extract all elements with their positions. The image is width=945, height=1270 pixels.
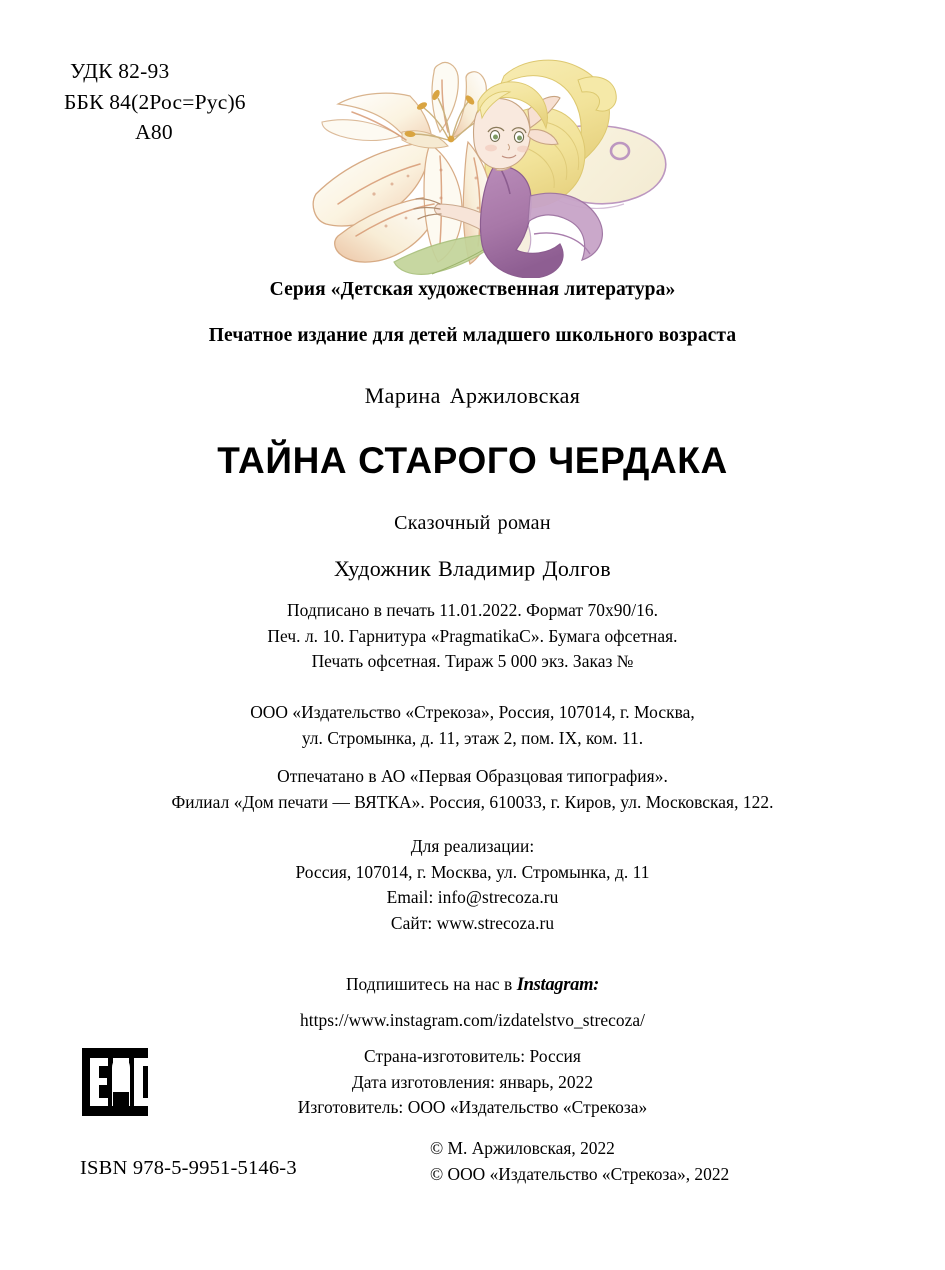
isbn: ISBN 978-5-9951-5146-3: [80, 1157, 297, 1179]
manufacturer-name: Изготовитель: ООО «Издательство «Стрекоза»: [297, 1097, 648, 1117]
illustrator-last-name: Долгов: [542, 556, 611, 581]
social-follow-line: [0, 972, 945, 999]
book-title: ТАЙНА СТАРОГО ЧЕРДАКА: [217, 440, 728, 481]
author-first-name: Марина: [364, 383, 441, 408]
sales-address: Россия, 107014, г. Москва, ул. Стромынка, д. 11: [295, 861, 650, 882]
eac-conformity-mark-icon: [82, 1048, 164, 1116]
printing-house: [0, 764, 945, 815]
copyright-block: [430, 1136, 729, 1188]
manufacturing-date: Дата изготовления: январь, 2022: [351, 1071, 594, 1092]
print-details-line-2: Печ. л. 10. Гарнитура «PragmatikaC». Бумага офсетная.: [267, 625, 678, 646]
fairy-lily-illustration: [282, 38, 682, 278]
author-sign-code: А80: [135, 120, 173, 145]
illustrator-credit: [0, 556, 945, 582]
lily-flower: [313, 63, 504, 275]
copyright-publisher: © ООО «Издательство «Стрекоза», 2022: [430, 1163, 730, 1184]
print-details-line-3: Печать офсетная. Тираж 5 000 экз. Заказ №: [311, 651, 634, 671]
printing-house-line-1: Отпечатано в АО «Первая Образцовая типография».: [277, 766, 668, 786]
instagram-wordmark: Instagram:: [516, 975, 600, 995]
manufacturing-country: Страна-изготовитель: Россия: [364, 1046, 581, 1066]
copyright-author: © М. Аржиловская, 2022: [430, 1138, 615, 1158]
sales-heading: Для реализации:: [410, 836, 535, 856]
publisher-address-line-2: ул. Стромынка, д. 11, этаж 2, пом. IX, ком. 11.: [301, 727, 644, 748]
sales-contact: [0, 834, 945, 936]
series-label: Серия «Детская художественная литература»: [269, 279, 676, 300]
instagram-url[interactable]: https://www.instagram.com/izdatelstvo_strecoza/: [299, 1010, 646, 1031]
genre-word-1: Сказочный: [394, 512, 491, 534]
bbk-code: ББК 84(2Рос=Рус)6: [64, 89, 246, 114]
illustrator-first-name: Владимир: [438, 556, 536, 581]
illustrator-label: Художник: [334, 556, 432, 581]
udk-code: УДК 82-93: [70, 59, 170, 83]
genre-label: [0, 512, 945, 535]
audience-label: Печатное издание для детей младшего школьного возраста: [208, 325, 737, 346]
author-last-name: Аржиловская: [449, 383, 581, 408]
publisher-address: [0, 700, 945, 751]
sales-website[interactable]: Сайт: www.strecoza.ru: [390, 912, 555, 933]
print-details: [0, 598, 945, 675]
social-follow-prefix: Подпишитесь на нас в: [345, 974, 513, 994]
social-media: [0, 972, 945, 1034]
publisher-address-line-1: ООО «Издательство «Стрекоза», Россия, 107014, г. Москва,: [250, 702, 695, 722]
sales-email[interactable]: Email: info@strecoza.ru: [386, 887, 559, 907]
printing-house-line-2: Филиал «Дом печати — ВЯТКА». Россия, 610033, г. Киров, ул. Московская, 122.: [171, 791, 774, 812]
print-details-line-1: Подписано в печать 11.01.2022. Формат 70x90/16.: [287, 600, 658, 620]
genre-word-2: роман: [497, 512, 551, 534]
classification-codes: [62, 56, 292, 148]
author-name: [0, 383, 945, 409]
